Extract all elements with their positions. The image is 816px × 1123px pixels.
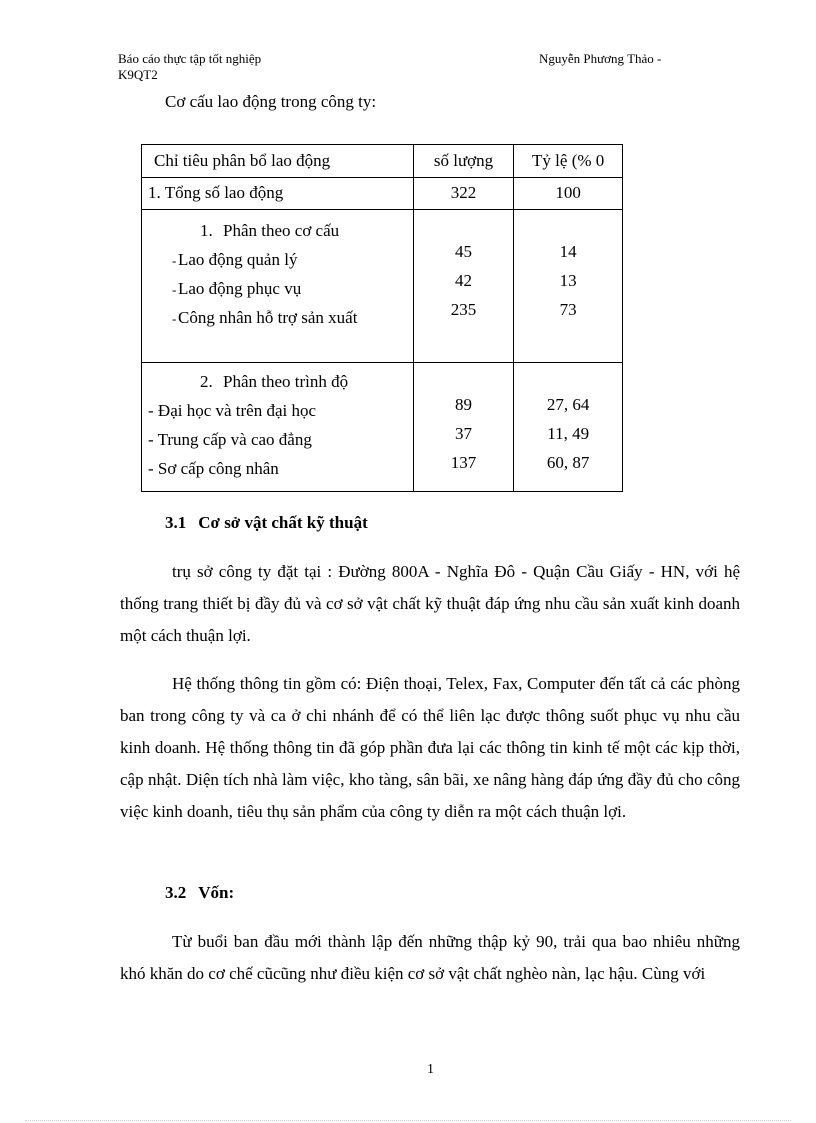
row-label: Lao động quản lý xyxy=(178,250,298,269)
section-number: 3.2 xyxy=(165,883,187,902)
paragraph xyxy=(120,926,740,990)
total-label: 1. Tổng số lao động xyxy=(142,178,414,210)
group1-rates xyxy=(514,210,623,363)
table-row-total xyxy=(142,178,623,210)
group1-labels xyxy=(142,210,414,363)
row-label: Lao động phục vụ xyxy=(178,279,302,298)
header-rate: Tỷ lệ (% 0 xyxy=(514,145,623,178)
table-row-group2 xyxy=(142,363,623,492)
total-rate: 100 xyxy=(514,178,623,210)
list-item xyxy=(142,303,413,332)
page-number: 1 xyxy=(427,1062,434,1077)
total-count: 322 xyxy=(413,178,514,210)
row-count: 42 xyxy=(455,271,473,290)
list-item: - Trung cấp và cao đẳng xyxy=(148,430,312,449)
row-rate: 14 xyxy=(559,242,577,261)
section-31-heading xyxy=(165,513,368,533)
header-class: K9QT2 xyxy=(118,67,158,82)
row-rate: 13 xyxy=(559,271,577,290)
bullet: - xyxy=(172,253,177,268)
list-item xyxy=(142,245,413,274)
paragraph-text: Từ buổi ban đầu mới thành lập đến những thập kỷ 90, trải qua bao nhiêu những khó khăn do cơ chế cũcũng như điều kiện cơ sở vật chất nghèo nàn, lạc hậu. Cùng với xyxy=(120,932,740,983)
paragraph xyxy=(120,556,740,652)
bullet: - xyxy=(172,311,177,326)
list-item: - Sơ cấp công nhân xyxy=(148,459,279,478)
group1-heading xyxy=(142,216,413,245)
group1-number: 1. xyxy=(200,221,213,240)
paragraph xyxy=(120,668,740,828)
row-rate: 11, 49 xyxy=(547,424,590,443)
row-count: 137 xyxy=(450,453,477,472)
row-rate: 60, 87 xyxy=(546,453,590,472)
group1-counts xyxy=(413,210,514,363)
section-32-heading xyxy=(165,883,234,903)
bullet: - xyxy=(172,282,177,297)
table-header-row xyxy=(142,145,623,178)
paragraph-text: Hệ thống thông tin gồm có: Điện thoại, Telex, Fax, Computer đến tất cả các phòng ban trong công ty và ca ở chi nhánh để có thể liên lạc được thông suốt phục vụ nhu cầu kinh doanh. Hệ thống thông tin đã góp phần đưa lại các thông tin kinh tế một các kịp thời, cập nhật. Diện tích nhà làm việc, kho tàng, sân bãi, xe nâng hàng đáp ứng đầy đủ cho công việc kinh doanh, tiêu thụ sản phẩm của công ty diễn ra một cách thuận lợi. xyxy=(120,674,740,821)
paragraph-text: trụ sở công ty đặt tại : Đường 800A - Nghĩa Đô - Quận Cầu Giấy - HN, với hệ thống trang thiết bị đầy đủ và cơ sở vật chất kỹ thuật đáp ứng nhu cầu sản xuất kinh doanh một cách thuận lợi. xyxy=(120,562,740,645)
group2-heading xyxy=(142,367,413,396)
row-count: 235 xyxy=(450,300,477,319)
group2-counts xyxy=(413,363,514,492)
table-row-group1 xyxy=(142,210,623,363)
section-number: 3.1 xyxy=(165,513,187,532)
group1-title: Phân theo cơ cấu xyxy=(223,221,340,240)
section-title: Cơ sở vật chất kỹ thuật xyxy=(198,513,368,532)
section-title: Vốn: xyxy=(198,883,235,902)
group2-rates xyxy=(514,363,623,492)
list-item xyxy=(142,274,413,303)
labor-table xyxy=(141,144,623,492)
row-count: 37 xyxy=(455,424,473,443)
row-count: 45 xyxy=(455,242,473,261)
row-label: Công nhân hỗ trợ sản xuất xyxy=(178,308,358,327)
header-author: Nguyễn Phương Thảo - xyxy=(539,51,662,66)
group2-labels xyxy=(142,363,414,492)
header-count: số lượng xyxy=(413,145,514,178)
row-rate: 27, 64 xyxy=(546,395,590,414)
row-rate: 73 xyxy=(559,300,577,319)
group2-number: 2. xyxy=(200,372,213,391)
list-item: - Đại học và trên đại học xyxy=(148,401,317,420)
table-intro: Cơ cấu lao động trong công ty: xyxy=(165,92,377,111)
page-edge-divider xyxy=(25,1120,791,1121)
header-title: Báo cáo thực tập tốt nghiệp xyxy=(118,51,262,66)
group2-title: Phân theo trình độ xyxy=(223,372,349,391)
row-count: 89 xyxy=(455,395,473,414)
header-criteria: Chỉ tiêu phân bổ lao động xyxy=(142,145,414,178)
